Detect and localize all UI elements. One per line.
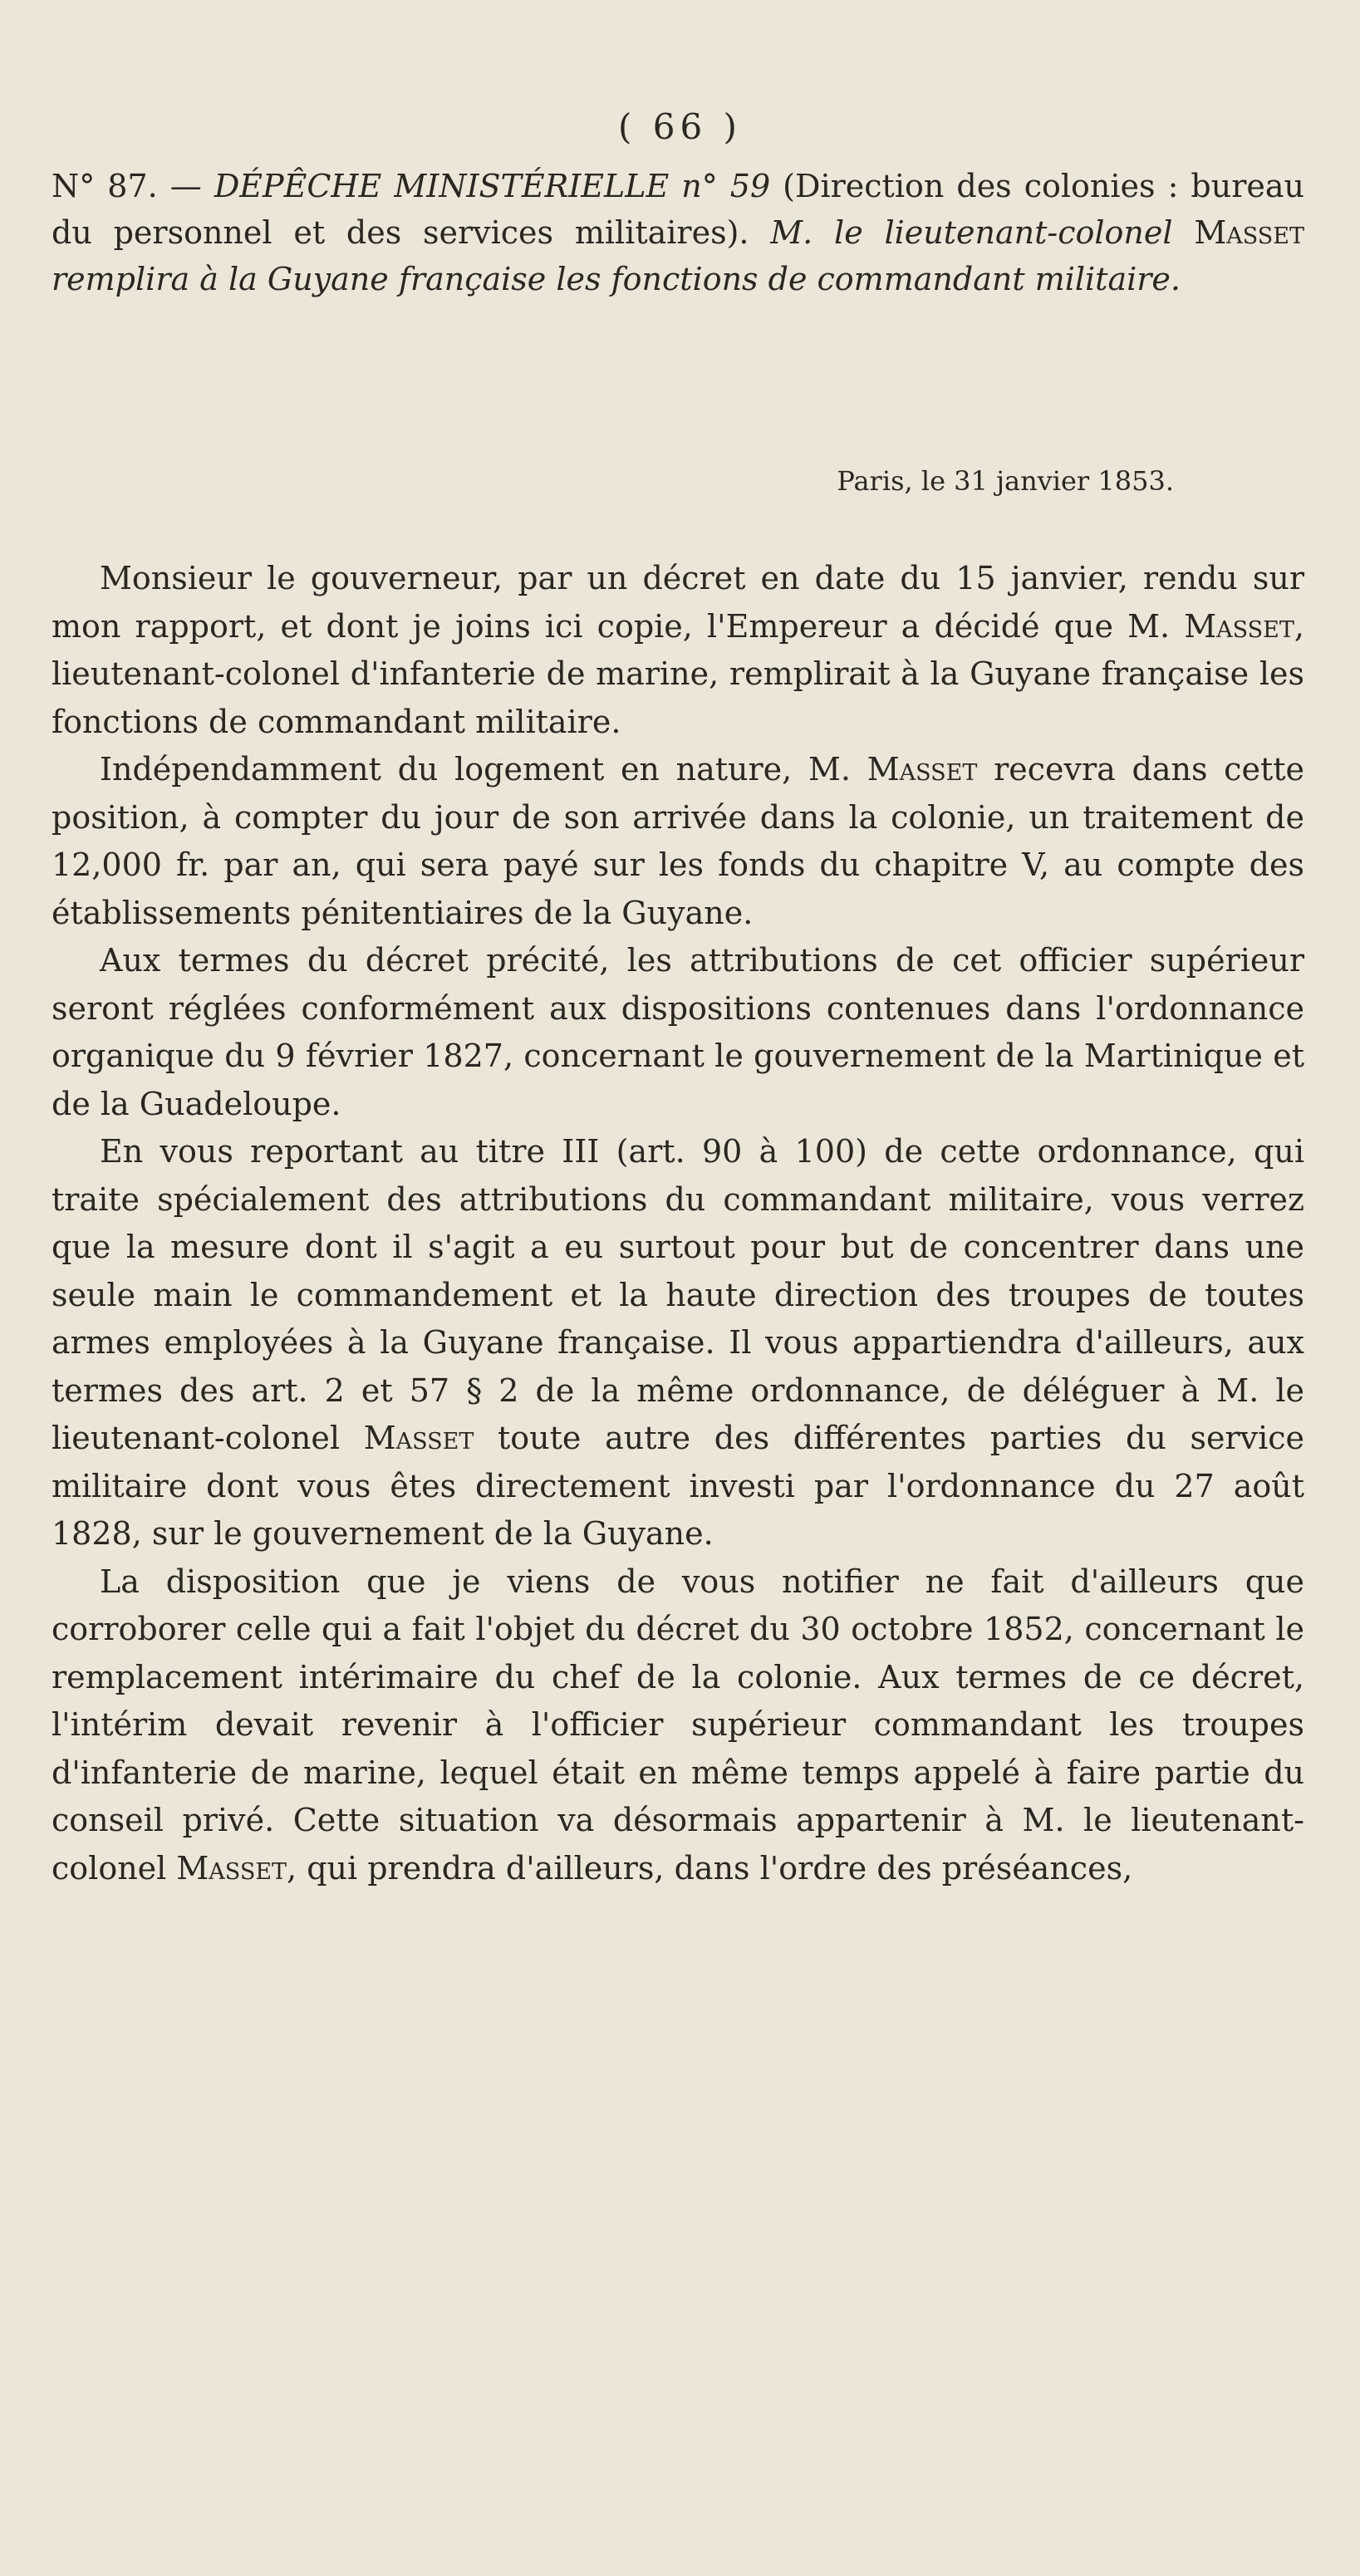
dispatch-summary-name: Masset (1194, 214, 1304, 251)
page-number: ( 66 ) (618, 106, 742, 147)
paragraph-3: Aux termes du décret précité, les attributions de cet officier supérieur seront réglées conformément aux dispositions contenues dans l'ordonnance organique du 9 février 1827, concernant le gouvernement de la Martinique et de la Guadeloupe. (52, 942, 1304, 1122)
paragraph-1-text-a: Monsieur le gouverneur, par un décret en date du 15 janvier, rendu sur mon rapport, et dont je joins ici copie, l'Empereur a décidé que M. (52, 560, 1304, 645)
paragraph-4-text-a: En vous reportant au titre III (art. 90 à 100) de cette ordonnance, qui traite spécialement des attributions du commandant militaire, vous verrez que la mesure dont il s'agit a eu surtout pour but de concentrer dans une seule main le commandement et la haute direction des troupes de toutes armes employées à la Guyane française. Il vous appartiendra d'ailleurs, aux termes des art. 2 et 57 § 2 de la même ordonnance, de déléguer à M. le lieutenant-colonel (52, 1133, 1304, 1456)
paragraph-4-text-b: toute autre des différentes parties du service militaire dont vous êtes directement investi par l'ordonnance du 27 août 1828, sur le gouvernement de la Guyane. (52, 1420, 1304, 1552)
paragraph-1-text-b: , lieutenant-colonel d'infanterie de marine, remplirait à la Guyane française les fonctions de commandant militaire. (52, 607, 1304, 740)
dispatch-number: N° 87. — (52, 168, 214, 204)
paragraph-1-name: Masset (1184, 607, 1294, 645)
paragraph-5 (52, 1558, 1304, 1893)
dispatch-direction: (Direction des colonies : bureau du personnel et des services militaires). (52, 168, 1304, 251)
dispatch-summary-a: M. le lieutenant-colonel (749, 214, 1195, 251)
paragraph-2-name: Masset (867, 751, 978, 788)
dispatch-title-no: n° 59 (669, 168, 771, 204)
paragraph-4-name: Masset (363, 1420, 474, 1456)
dispatch-heading (52, 163, 1304, 302)
paragraph-4 (52, 1128, 1304, 1558)
dateline: Paris, le 31 janvier 1853. (837, 465, 1174, 497)
paragraph-2-text-a: Indépendamment du logement en nature, M. (100, 751, 867, 788)
paragraph-1 (52, 555, 1304, 746)
paragraph-2-text-b: recevra dans cette position, à compter du jour de son arrivée dans la colonie, un traitement de 12,000 fr. par an, qui sera payé sur les fonds du chapitre V, au compte des établissements pénitentiaires de la Guyane. (52, 751, 1304, 931)
paragraph-5-text-a: La disposition que je viens de vous notifier ne fait d'ailleurs que corroborer celle qui a fait l'objet du décret du 30 octobre 1852, concernant le remplacement intérimaire du chef de la colonie. Aux termes de ce décret, l'intérim devait revenir à l'officier supérieur commandant les troupes d'infanterie de marine, lequel était en même temps appelé à faire partie du conseil privé. Cette situation va désormais appartenir à M. le lieutenant-colonel (52, 1563, 1304, 1887)
paragraph-5-text-b: , qui prendra d'ailleurs, dans l'ordre des préséances, (287, 1849, 1133, 1887)
paragraph-2 (52, 746, 1304, 937)
dispatch-summary-b: remplira à la Guyane française les fonctions de commandant militaire. (52, 261, 1181, 297)
paragraph-5-name: Masset (176, 1849, 287, 1887)
dispatch-title: DÉPÊCHE MINISTÉRIELLE (214, 168, 670, 204)
letter-body (52, 555, 1304, 1892)
